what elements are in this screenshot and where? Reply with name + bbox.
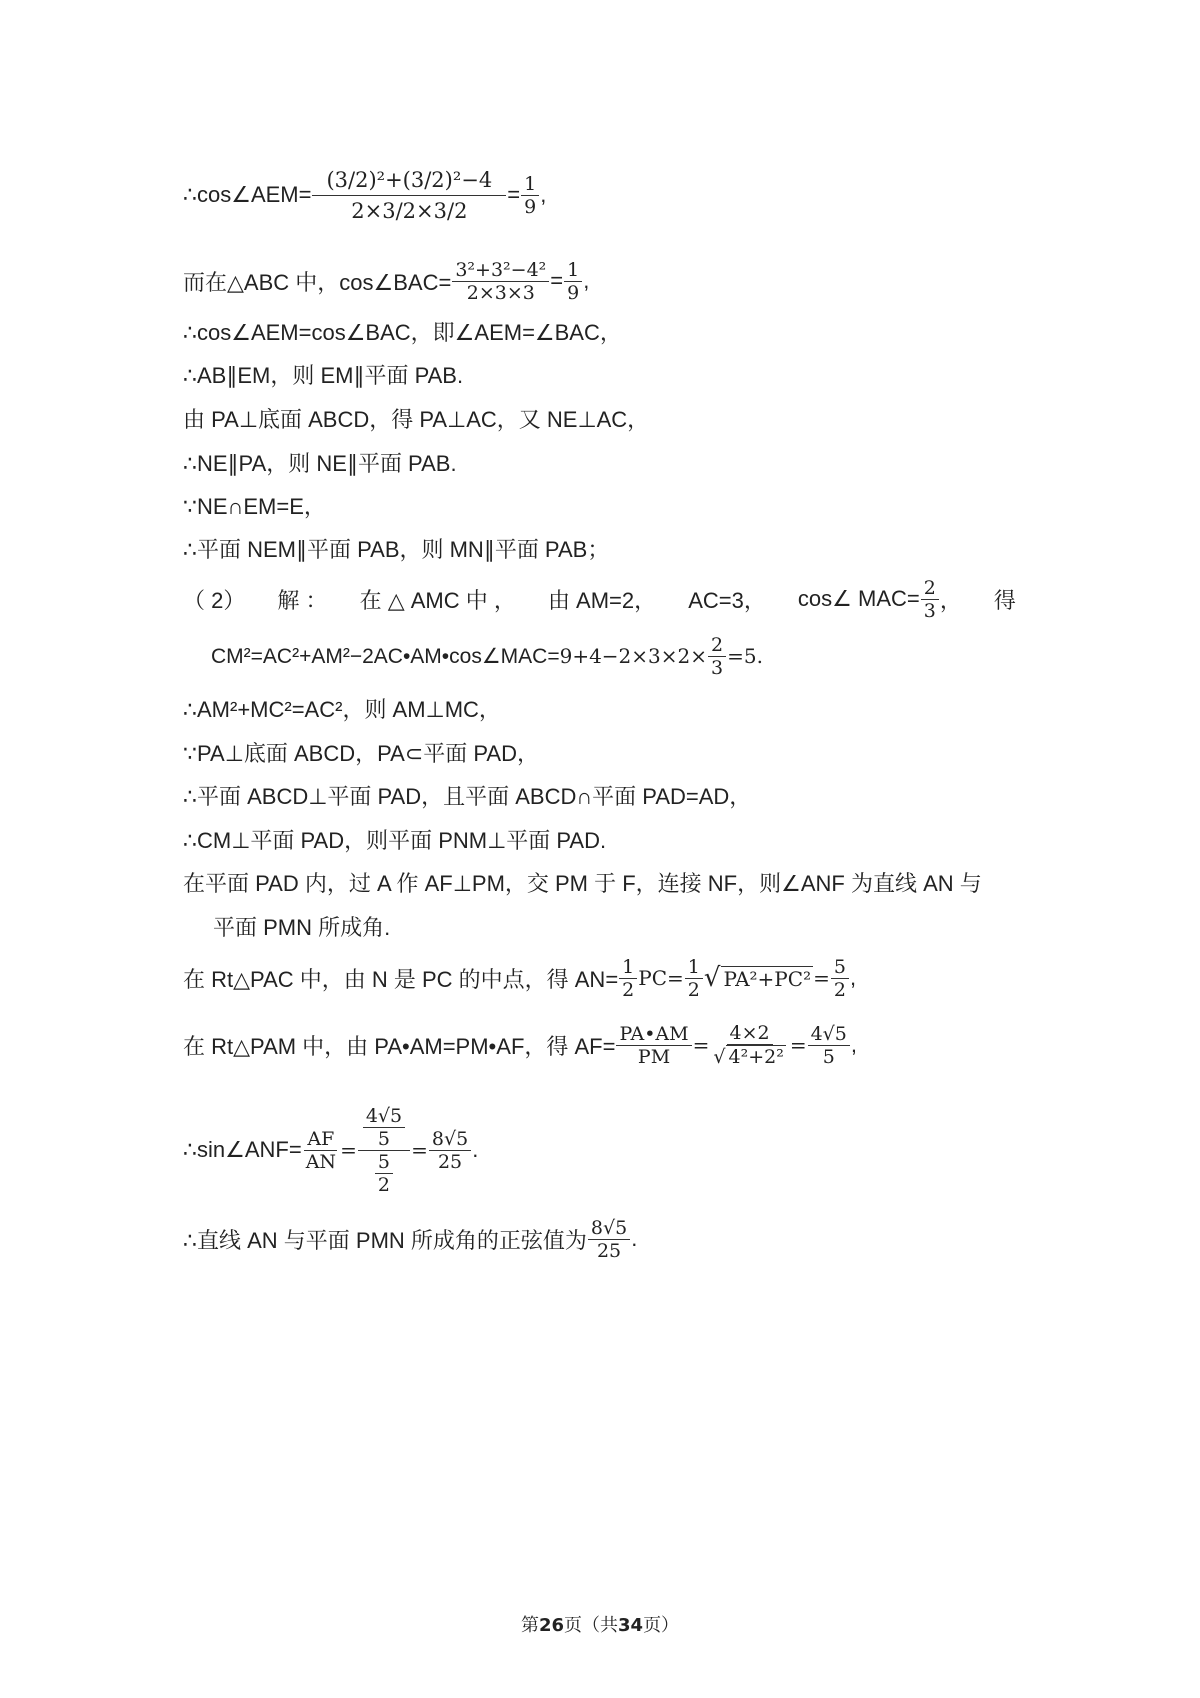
text-line-13: ∴平面 ABCD⊥平面 PAD，且平面 ABCD∩平面 PAD=AD， — [183, 784, 752, 809]
part-2-am: 由 AM=2， — [547, 587, 657, 613]
part-2-cos — [798, 577, 962, 622]
eq17-half2 — [685, 956, 703, 1001]
eq18-frac1-den: PM — [637, 1045, 671, 1068]
eq17-equals: = — [813, 966, 830, 990]
eq19-complex-frac — [358, 1105, 410, 1196]
eq1-result-num: 1 — [521, 173, 539, 196]
eq1-result-den: 9 — [524, 195, 537, 218]
eq17-result — [831, 956, 849, 1001]
eq17-pc: PC= — [638, 966, 684, 990]
eq2-numerator: 3²+3²−4² — [452, 259, 549, 282]
text-line-8: ∴平面 NEM∥平面 PAB，则 MN∥平面 PAB； — [183, 537, 610, 562]
eq18-frac1-num: PA•AM — [616, 1023, 691, 1046]
eq1-fraction — [312, 165, 506, 226]
part-2-cos-den: 3 — [923, 599, 936, 622]
eq2-tail: , — [583, 268, 590, 293]
eq1-tail: , — [540, 182, 547, 207]
eq19-inner-top-den: 5 — [377, 1127, 391, 1150]
eq18-frac3-num: 4√5 — [808, 1023, 850, 1046]
eq18-equals-2: = — [789, 1033, 807, 1057]
eq18-frac2-radicand: 4²+2² — [728, 1046, 784, 1068]
eq20-fraction — [588, 1217, 630, 1262]
equation-cm2 — [211, 630, 763, 682]
eq1-denominator: 2×3/2×3/2 — [351, 198, 468, 223]
eq1-numerator: (3/2)²+(3/2)²−4 — [312, 165, 506, 196]
eq20-tail: . — [631, 1226, 638, 1251]
eq2-result-den: 9 — [567, 281, 580, 304]
footer-mid: 页（共 — [564, 1615, 618, 1636]
text-line-3: ∴cos∠AEM=cos∠BAC，即∠AEM=∠BAC， — [183, 320, 622, 345]
eq19-result-num: 8√5 — [429, 1128, 471, 1151]
footer-post: 页） — [643, 1615, 680, 1636]
text-line-15: 在平面 PAD 内，过 A 作 AF⊥PM，交 PM 于 F，连接 NF，则∠ANF 为直线 AN 与 — [183, 871, 982, 896]
part-2-heading — [183, 574, 1016, 624]
conclusion — [183, 1212, 637, 1266]
eq1-prefix: ∴cos∠AEM= — [183, 182, 312, 207]
text-line-4: ∴AB∥EM，则 EM∥平面 PAB. — [183, 363, 464, 388]
page-footer — [0, 1611, 1200, 1637]
eq17-radicand: PA²+PC² — [723, 966, 812, 991]
part-2-cos-frac — [921, 577, 939, 622]
text-line-16: 平面 PMN 所成角. — [213, 915, 391, 940]
text-line-7: ∵NE∩EM=E， — [183, 494, 326, 519]
eq17-half2-den: 2 — [687, 978, 700, 1001]
footer-pre: 第 — [520, 1615, 539, 1636]
eq18-frac3 — [808, 1023, 850, 1068]
eq17-prefix: 在 Rt△PAC 中，由 N 是 PC 的中点，得 AN= — [183, 966, 619, 992]
eq2-denominator: 2×3×3 — [466, 281, 535, 304]
eq19-equals-1: = — [340, 1138, 357, 1162]
eq18-frac2 — [710, 1022, 788, 1068]
equation-cos-bac — [183, 256, 589, 306]
eq17-result-den: 2 — [833, 978, 846, 1001]
eq17-half — [619, 956, 637, 1001]
eq2-fraction — [452, 259, 549, 304]
eq2-result — [564, 259, 582, 304]
eq19-frac1-den: AN — [305, 1150, 337, 1173]
eq19-frac1 — [303, 1128, 339, 1173]
eq19-complex-den — [371, 1151, 397, 1196]
eq2-equals: = — [550, 268, 564, 293]
text-line-11: ∴AM²+MC²=AC²，则 AM⊥MC， — [183, 697, 501, 722]
footer-page-number: 26 — [538, 1615, 564, 1636]
text-line-12: ∵PA⊥底面 ABCD，PA⊂平面 PAD， — [183, 741, 539, 766]
part-2-triangle: 在 △ AMC 中 ， — [359, 587, 516, 613]
eq18-prefix: 在 Rt△PAM 中，由 PA•AM=PM•AF，得 AF= — [183, 1033, 616, 1059]
eq10-tail: =5. — [727, 644, 763, 668]
part-2-solve: 解 ： — [277, 587, 328, 613]
eq17-half2-num: 1 — [685, 956, 703, 979]
eq10-prefix: CM²=AC²+AM²−2AC•AM•cos∠MAC= — [211, 644, 560, 668]
part-2-cos-num: 2 — [921, 577, 939, 600]
text-line-14: ∴CM⊥平面 PAD，则平面 PNM⊥平面 PAD. — [183, 828, 607, 853]
eq19-inner-bottom-den: 2 — [377, 1173, 391, 1196]
equation-cos-aem — [183, 145, 546, 245]
eq10-den: 3 — [711, 656, 724, 679]
eq10-expr: 9+4−2×3×2× — [559, 644, 708, 668]
eq18-frac3-den: 5 — [822, 1045, 835, 1068]
eq17-half-den: 2 — [622, 978, 635, 1001]
eq19-prefix: ∴sin∠ANF= — [183, 1137, 302, 1162]
eq19-equals-2: = — [411, 1138, 428, 1162]
eq18-frac2-den — [710, 1045, 788, 1068]
part-2-ac: AC=3， — [688, 587, 766, 613]
eq19-inner-bottom — [375, 1151, 393, 1196]
eq19-result — [429, 1128, 471, 1173]
equation-af — [183, 1014, 857, 1076]
eq10-num: 2 — [708, 634, 726, 657]
eq2-result-num: 1 — [564, 259, 582, 282]
part-2-cos-label: cos∠ MAC= — [797, 586, 920, 611]
eq19-inner-top-num: 4√5 — [363, 1105, 405, 1128]
eq19-inner-top — [363, 1105, 405, 1150]
text-line-6: ∴NE∥PA，则 NE∥平面 PAB. — [183, 451, 457, 476]
eq18-tail: , — [850, 1032, 858, 1057]
eq10-fraction — [708, 634, 726, 679]
part-2-label: （ 2） — [183, 587, 246, 613]
sqrt-icon: √ — [703, 963, 721, 993]
text-line-5: 由 PA⊥底面 ABCD，得 PA⊥AC，又 NE⊥AC， — [183, 407, 650, 432]
eq1-equals: = — [507, 182, 521, 207]
eq17-result-num: 5 — [831, 956, 849, 979]
equation-an — [183, 952, 856, 1004]
footer-total-pages: 34 — [618, 1615, 644, 1636]
eq17-half-num: 1 — [619, 956, 637, 979]
part-2-comma: ， — [939, 587, 962, 613]
eq19-tail: . — [472, 1137, 479, 1162]
eq19-complex-num — [358, 1105, 410, 1151]
eq18-equals-1: = — [692, 1033, 710, 1057]
eq1-result — [521, 173, 539, 218]
sqrt-icon: √ — [713, 1046, 726, 1068]
eq19-result-den: 25 — [437, 1150, 463, 1173]
eq18-frac2-num: 4×2 — [727, 1022, 773, 1045]
equation-sin-anf — [183, 1094, 478, 1206]
eq2-prefix: 而在△ABC 中，cos∠BAC= — [183, 269, 452, 295]
eq20-num: 8√5 — [588, 1217, 630, 1240]
eq20-den: 25 — [596, 1239, 622, 1262]
eq18-frac1 — [616, 1023, 691, 1068]
eq19-inner-bottom-num: 5 — [375, 1151, 393, 1174]
eq19-frac1-num: AF — [304, 1128, 337, 1151]
eq17-tail: , — [849, 965, 857, 990]
part-2-get: 得 — [993, 587, 1016, 613]
eq20-prefix: ∴直线 AN 与平面 PMN 所成角的正弦值为 — [183, 1227, 587, 1253]
